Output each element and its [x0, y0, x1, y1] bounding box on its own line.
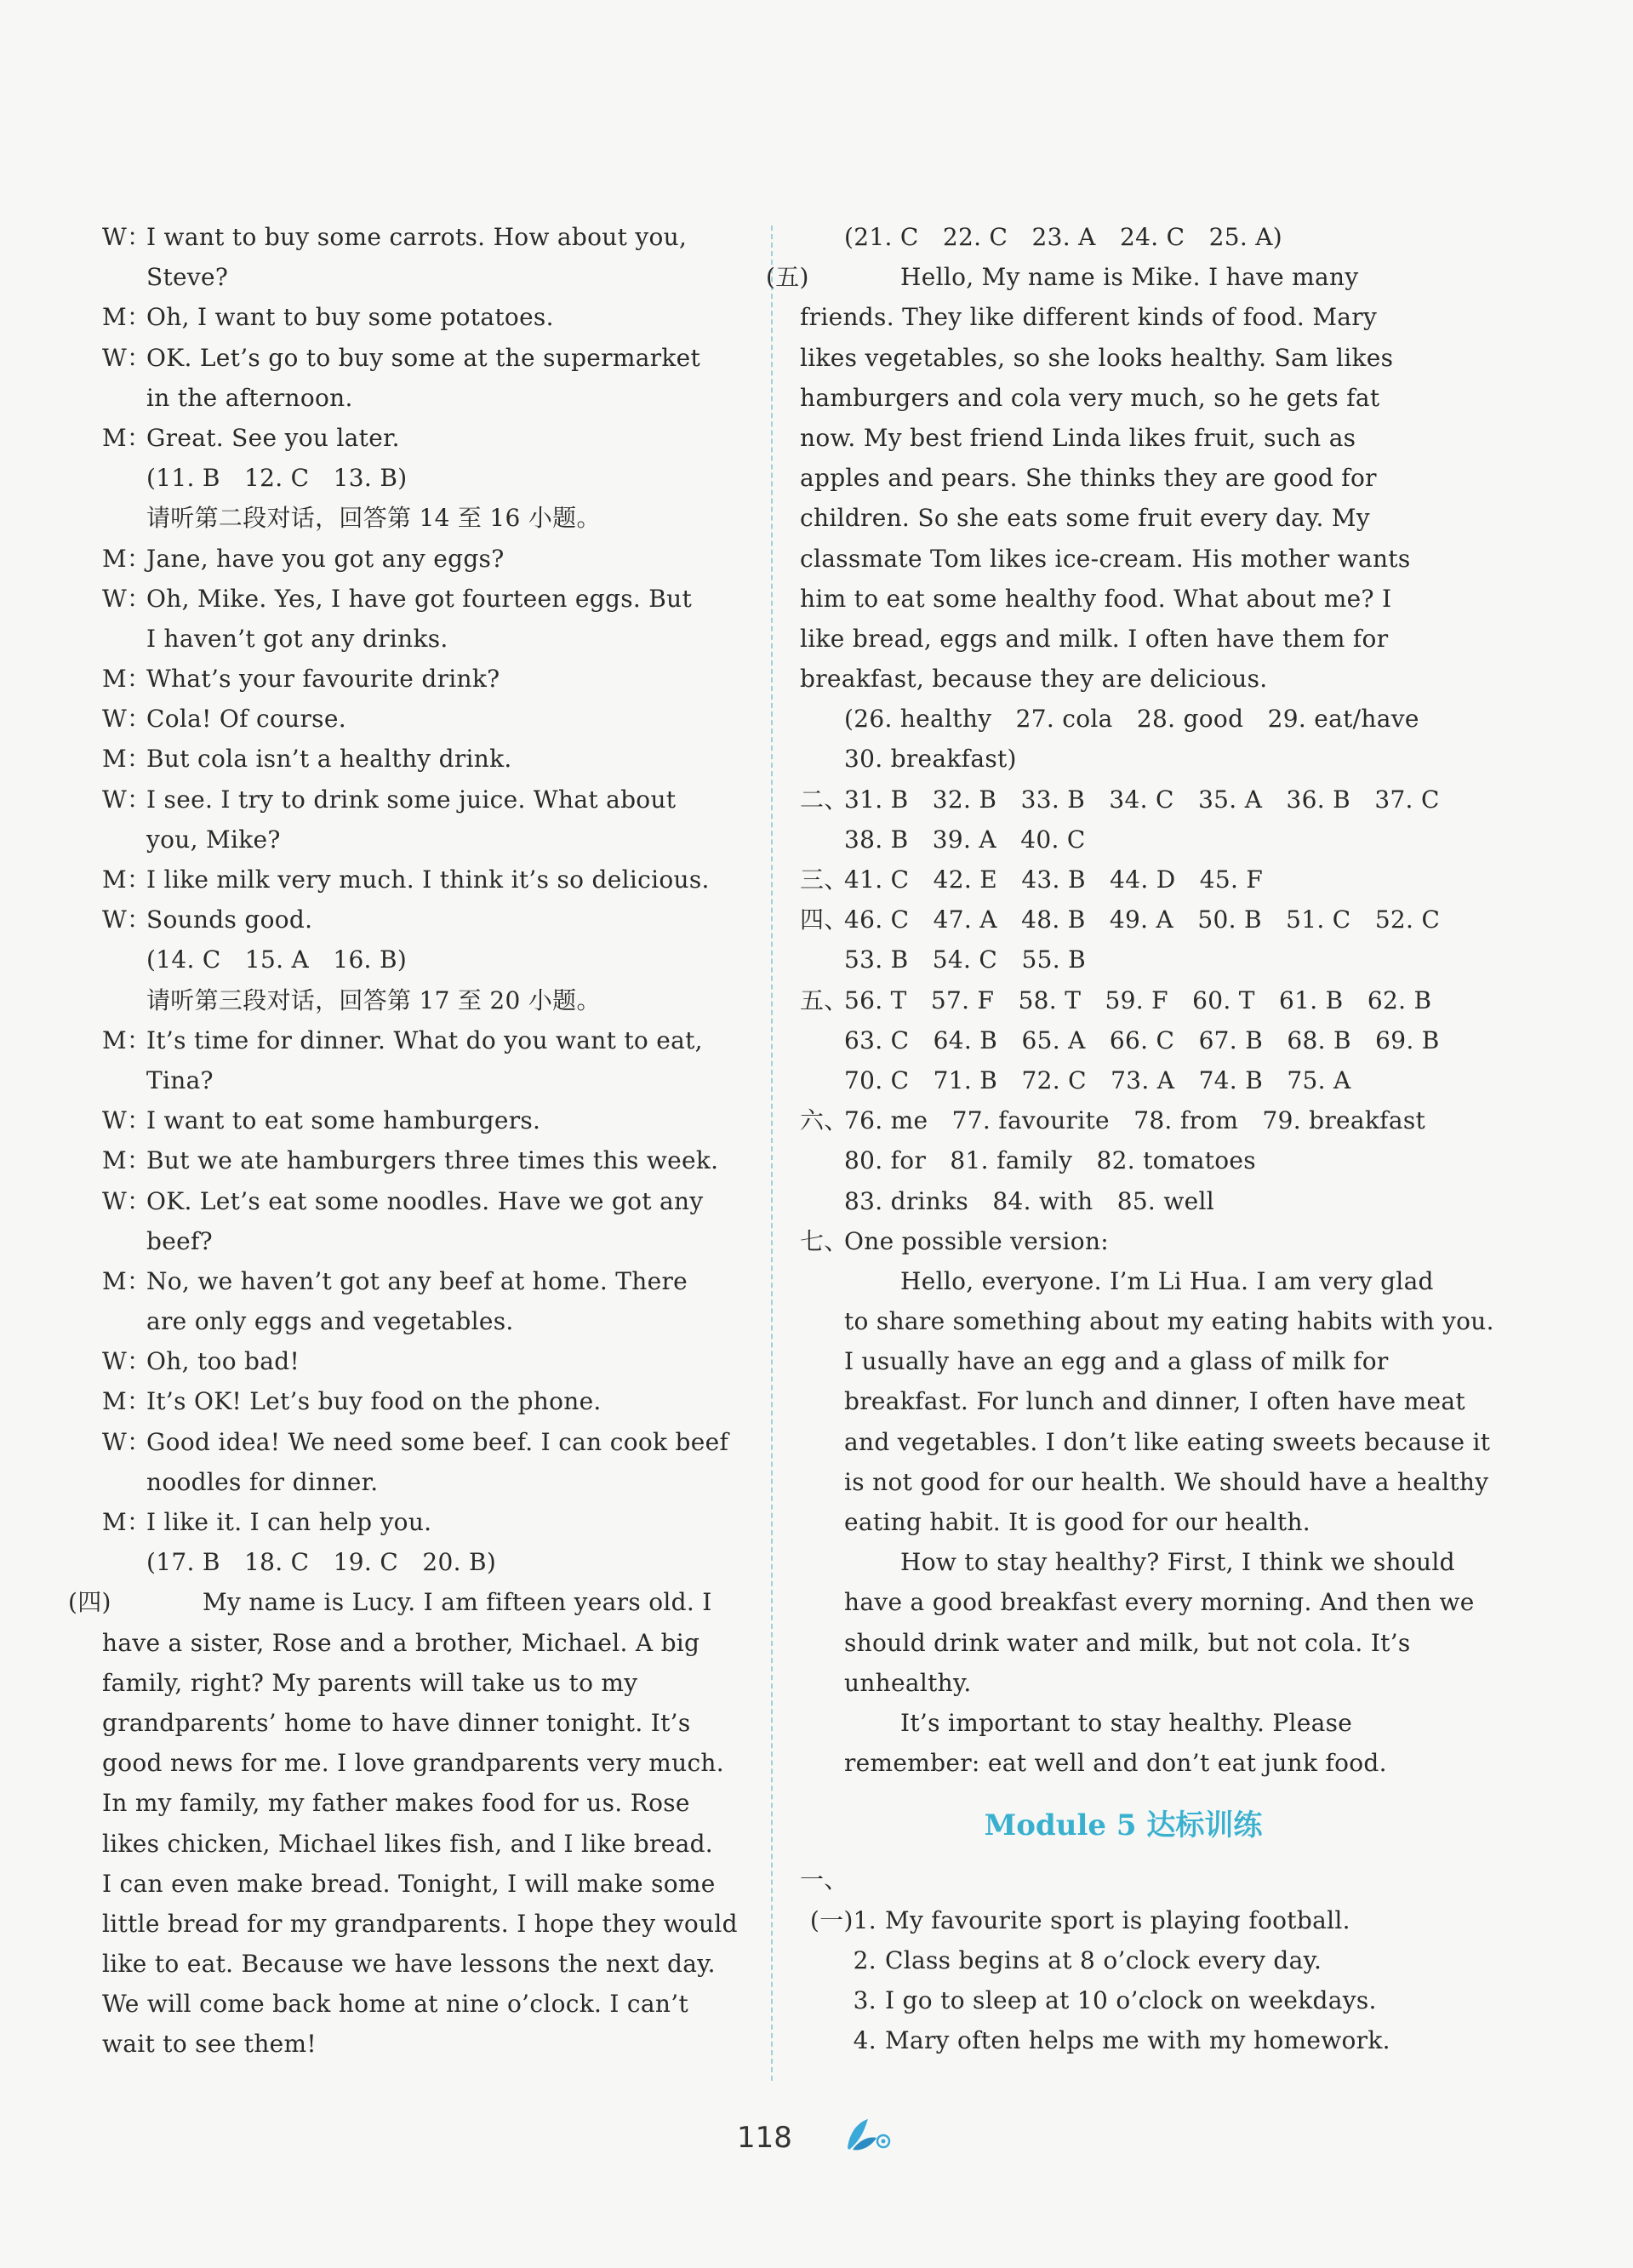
module-item-label: 2.	[853, 1945, 876, 1974]
line-text: classmate Tom likes ice-cream. His mother wants	[800, 544, 1411, 573]
line-text: family, right? My parents will take us to my	[102, 1668, 638, 1697]
continuation-line	[800, 1462, 1489, 1502]
line-text: Hello, My name is Mike. I have many	[900, 263, 1359, 292]
line-text: apples and pears. She thinks they are good for	[800, 464, 1377, 493]
line-text: We will come back home at nine o’clock. I can’t	[102, 1990, 688, 2019]
line-text: I usually have an egg and a glass of milk for	[844, 1347, 1389, 1376]
paragraph-line	[800, 579, 1447, 619]
column-divider	[771, 226, 773, 2081]
paragraph-line	[102, 1864, 749, 1904]
answer-line	[800, 739, 1447, 779]
dialogue-line	[800, 1221, 1447, 1261]
dialogue-line	[102, 699, 749, 739]
line-text: One possible version:	[844, 1226, 1110, 1255]
line-text: No, we haven’t got any beef at home. There	[146, 1266, 688, 1295]
line-text: What’s your favourite drink?	[146, 665, 500, 694]
answer-line	[102, 458, 749, 498]
continuation-line	[800, 1502, 1447, 1542]
continuation-line	[800, 1060, 1447, 1100]
line-label: 六、	[800, 1106, 848, 1135]
section-line	[68, 1582, 749, 1622]
continuation-line	[800, 1623, 1447, 1663]
dialogue-line	[102, 780, 749, 820]
paragraph-line	[800, 418, 1447, 458]
module-item	[800, 2020, 1447, 2060]
line-label: W：	[102, 343, 151, 372]
answer-line	[800, 699, 1447, 739]
line-text: Oh, Mike. Yes, I have got fourteen eggs. But	[146, 584, 693, 613]
dialogue-line	[800, 860, 1447, 900]
line-text: hamburgers and cola very much, so he gets fat	[800, 383, 1380, 412]
instruction-line	[102, 980, 749, 1020]
module-item	[800, 1900, 1447, 1940]
line-text: Oh, I want to buy some potatoes.	[146, 303, 554, 332]
continuation-line	[102, 1301, 749, 1341]
line-label: M：	[102, 1025, 151, 1054]
section-line	[766, 257, 1447, 297]
line-text: like to eat. Because we have lessons the next day.	[102, 1950, 716, 1979]
paragraph-line	[800, 338, 1447, 378]
line-text: It’s time for dinner. What do you want to eat,	[146, 1025, 703, 1054]
paragraph-line	[800, 659, 1447, 699]
module-item-text: My favourite sport is playing football.	[885, 1905, 1350, 1934]
line-label: M：	[102, 544, 151, 573]
dialogue-line	[102, 739, 749, 779]
line-text: in the afternoon.	[146, 383, 353, 412]
right-column	[766, 217, 1494, 2060]
line-text: My name is Lucy. I am fifteen years old. I	[203, 1588, 712, 1617]
line-text: like bread, eggs and milk. I often have them for	[800, 624, 1389, 653]
line-text: have a sister, Rose and a brother, Michael. A big	[102, 1628, 700, 1657]
line-label: M：	[102, 303, 151, 332]
module-item	[800, 1940, 1447, 1980]
line-text: 31. B 32. B 33. B 34. C 35. A 36. B 37. C	[844, 785, 1440, 814]
dialogue-line	[102, 579, 749, 619]
dialogue-line	[102, 297, 749, 337]
left-column	[68, 217, 749, 2065]
continuation-line	[800, 1743, 1447, 1783]
line-text: I want to eat some hamburgers.	[146, 1106, 541, 1135]
line-label: W：	[102, 1347, 151, 1376]
line-text: OK. Let’s eat some noodles. Have we got any	[146, 1186, 704, 1215]
module-item-label: 3.	[853, 1985, 876, 2014]
answer-text: (14. C 15. A 16. B)	[146, 945, 408, 974]
line-text: Jane, have you got any eggs?	[146, 544, 505, 573]
dialogue-line	[102, 1020, 749, 1060]
line-label: W：	[102, 223, 151, 251]
line-text: are only eggs and vegetables.	[146, 1307, 514, 1336]
dialogue-line	[102, 1100, 749, 1140]
continuation-line	[800, 1341, 1447, 1381]
dialogue-line	[102, 659, 749, 699]
line-text: 83. drinks 84. with 85. well	[844, 1186, 1214, 1215]
paragraph-line	[102, 2024, 749, 2064]
line-label: M：	[102, 423, 151, 452]
line-text: eating habit. It is good for our health.	[844, 1508, 1311, 1536]
instruction-text: 请听第二段对话，回答第 14 至 16 小题。	[146, 504, 601, 533]
line-text: breakfast. For lunch and dinner, I often have meat	[844, 1387, 1465, 1416]
line-text: 80. for 81. family 82. tomatoes	[844, 1146, 1256, 1175]
dialogue-line	[102, 1502, 749, 1542]
line-label: M：	[102, 1146, 151, 1175]
line-text: 38. B 39. A 40. C	[844, 825, 1086, 854]
line-text: I can even make bread. Tonight, I will make some	[102, 1869, 716, 1898]
dialogue-line	[102, 1381, 749, 1421]
line-label: 四、	[800, 905, 848, 934]
line-text: children. So she eats some fruit every day. My	[800, 504, 1370, 533]
line-label: (五)	[766, 263, 809, 292]
line-text: now. My best friend Linda likes fruit, such as	[800, 423, 1356, 452]
paragraph-start-line	[800, 1261, 1447, 1301]
line-text: unhealthy.	[844, 1668, 972, 1697]
module-item-text: Mary often helps me with my homework.	[885, 2026, 1390, 2055]
line-text: I want to buy some carrots. How about you,	[146, 223, 688, 251]
dialogue-line	[800, 980, 1447, 1020]
line-text: is not good for our health. We should have a healthy	[844, 1467, 1489, 1496]
continuation-line	[800, 1301, 1494, 1341]
line-text: 41. C 42. E 43. B 44. D 45. F	[844, 865, 1264, 894]
line-text: grandparents’ home to have dinner tonight. It’s	[102, 1708, 691, 1737]
paragraph-line	[102, 1904, 749, 1944]
continuation-line	[800, 940, 1447, 980]
dialogue-line	[102, 1422, 749, 1462]
module-item-label: (一)1.	[809, 1905, 876, 1934]
line-text: you, Mike?	[146, 825, 281, 854]
dialogue-line	[102, 1261, 749, 1301]
line-label: 五、	[800, 985, 848, 1014]
module-item	[800, 1980, 1447, 2020]
line-label: W：	[102, 1186, 151, 1215]
line-label: 七、	[800, 1226, 848, 1255]
paragraph-line	[102, 1984, 749, 2024]
paragraph-line	[102, 1944, 749, 1984]
line-text: good news for me. I love grandparents very much.	[102, 1749, 724, 1778]
module-item-text: I go to sleep at 10 o’clock on weekdays.	[885, 1985, 1377, 2014]
instruction-line	[102, 498, 749, 538]
line-label: 二、	[800, 785, 848, 814]
dialogue-line	[800, 900, 1447, 940]
line-text: In my family, my father makes food for us. Rose	[102, 1789, 690, 1818]
line-label: (四)	[68, 1588, 111, 1617]
line-label: W：	[102, 705, 151, 734]
line-text: wait to see them!	[102, 2030, 317, 2059]
paragraph-line	[800, 378, 1447, 418]
line-text: Good idea! We need some beef. I can cook beef	[146, 1427, 729, 1456]
answer-text: 30. breakfast)	[844, 745, 1017, 774]
continuation-line	[800, 820, 1447, 860]
paragraph-start-line	[800, 1542, 1455, 1582]
continuation-line	[800, 1381, 1465, 1421]
dialogue-line	[102, 1140, 749, 1180]
line-text: to share something about my eating habits with you.	[844, 1307, 1494, 1336]
answer-line	[102, 1542, 749, 1582]
line-text: Cola! Of course.	[146, 705, 346, 734]
paragraph-line	[800, 619, 1447, 659]
paragraph-start-line	[800, 1703, 1447, 1743]
line-label: W：	[102, 785, 151, 814]
paragraph-line	[800, 297, 1447, 337]
line-text: I see. I try to drink some juice. What about	[146, 785, 677, 814]
line-text: 70. C 71. B 72. C 73. A 74. B 75. A	[844, 1065, 1351, 1094]
line-text: Great. See you later.	[146, 423, 400, 452]
line-text: Sounds good.	[146, 905, 313, 934]
dialogue-line	[102, 217, 749, 257]
module-item-label: 4.	[853, 2026, 876, 2055]
answer-text: (11. B 12. C 13. B)	[146, 464, 408, 493]
answer-text: (21. C 22. C 23. A 24. C 25. A)	[844, 223, 1283, 251]
line-text: 46. C 47. A 48. B 49. A 50. B 51. C 52. C	[844, 905, 1441, 934]
line-text: should drink water and milk, but not cola. It’s	[844, 1628, 1411, 1657]
dialogue-line	[102, 539, 749, 579]
line-text: 63. C 64. B 65. A 66. C 67. B 68. B 69. B	[844, 1025, 1440, 1054]
line-text: remember: eat well and don’t eat junk food.	[844, 1749, 1387, 1778]
module-item-text: Class begins at 8 o’clock every day.	[885, 1945, 1322, 1974]
line-text: likes vegetables, so she looks healthy. Sam likes	[800, 343, 1394, 372]
dialogue-line	[102, 418, 749, 458]
page-number: 118	[737, 2121, 792, 2155]
line-text: Tina?	[146, 1065, 214, 1094]
dialogue-line	[800, 1100, 1447, 1140]
continuation-line	[102, 1060, 749, 1100]
continuation-line	[800, 1663, 1447, 1703]
line-label: M：	[102, 865, 151, 894]
continuation-line	[102, 820, 749, 860]
module-section-label: 一、	[800, 1865, 848, 1894]
paragraph-line	[102, 1824, 749, 1864]
paragraph-line	[102, 1703, 749, 1743]
line-text: It’s important to stay healthy. Please	[900, 1708, 1353, 1737]
line-text: Steve?	[146, 263, 229, 292]
line-text: Hello, everyone. I’m Li Hua. I am very glad	[900, 1266, 1434, 1295]
paragraph-line	[102, 1743, 749, 1783]
line-text: noodles for dinner.	[146, 1467, 379, 1496]
dialogue-line	[102, 338, 749, 378]
line-text: I like it. I can help you.	[146, 1508, 432, 1536]
line-text: friends. They like different kinds of food. Mary	[800, 303, 1378, 332]
line-text: and vegetables. I don’t like eating sweets because it	[844, 1427, 1491, 1456]
line-text: I like milk very much. I think it’s so delicious.	[146, 865, 710, 894]
line-text: But cola isn’t a healthy drink.	[146, 745, 512, 774]
line-text: Oh, too bad!	[146, 1347, 300, 1376]
line-text: OK. Let’s go to buy some at the supermarket	[146, 343, 701, 372]
continuation-line	[800, 1181, 1447, 1221]
continuation-line	[800, 1422, 1491, 1462]
line-text: have a good breakfast every morning. And then we	[844, 1588, 1475, 1617]
line-text: How to stay healthy? First, I think we should	[900, 1548, 1455, 1577]
line-label: W：	[102, 1427, 151, 1456]
line-text: 53. B 54. C 55. B	[844, 945, 1086, 974]
paragraph-line	[102, 1663, 749, 1703]
continuation-line	[102, 378, 749, 418]
line-text: beef?	[146, 1226, 213, 1255]
line-text: little bread for my grandparents. I hope they would	[102, 1909, 738, 1938]
answer-text: (17. B 18. C 19. C 20. B)	[146, 1548, 497, 1577]
line-label: W：	[102, 1106, 151, 1135]
continuation-line	[800, 1140, 1447, 1180]
leaf-logo-icon	[842, 2114, 894, 2153]
paragraph-line	[800, 498, 1447, 538]
paragraph-line	[102, 1623, 749, 1663]
line-label: M：	[102, 1387, 151, 1416]
line-label: M：	[102, 1508, 151, 1536]
line-label: 三、	[800, 865, 848, 894]
dialogue-line	[800, 780, 1447, 820]
line-text: likes chicken, Michael likes fish, and I like bread.	[102, 1829, 713, 1858]
line-label: M：	[102, 665, 151, 694]
line-text: breakfast, because they are delicious.	[800, 665, 1268, 694]
continuation-line	[800, 1582, 1475, 1622]
dialogue-line	[102, 900, 749, 940]
continuation-line	[102, 619, 749, 659]
paragraph-line	[800, 458, 1447, 498]
line-label: M：	[102, 1266, 151, 1295]
continuation-line	[102, 1462, 749, 1502]
paragraph-line	[800, 539, 1447, 579]
dialogue-line	[102, 1341, 749, 1381]
answer-line	[800, 217, 1447, 257]
line-text: I haven’t got any drinks.	[146, 624, 448, 653]
line-text: 56. T 57. F 58. T 59. F 60. T 61. B 62. B	[844, 985, 1432, 1014]
dialogue-line	[102, 860, 749, 900]
answer-text: (26. healthy 27. cola 28. good 29. eat/have	[844, 705, 1419, 734]
dialogue-line	[102, 1181, 749, 1221]
module-title: Module 5 达标训练	[984, 1808, 1263, 1843]
line-label: W：	[102, 905, 151, 934]
continuation-line	[800, 1020, 1447, 1060]
continuation-line	[102, 1221, 749, 1261]
paragraph-line	[102, 1783, 749, 1823]
continuation-line	[102, 257, 749, 297]
answer-line	[102, 940, 749, 980]
line-text: But we ate hamburgers three times this week.	[146, 1146, 719, 1175]
line-text: 76. me 77. favourite 78. from 79. breakfast	[844, 1106, 1426, 1135]
line-text: It’s OK! Let’s buy food on the phone.	[146, 1387, 602, 1416]
instruction-text: 请听第三段对话，回答第 17 至 20 小题。	[146, 985, 601, 1014]
line-label: W：	[102, 584, 151, 613]
line-label: M：	[102, 745, 151, 774]
line-text: him to eat some healthy food. What about me? I	[800, 584, 1392, 613]
